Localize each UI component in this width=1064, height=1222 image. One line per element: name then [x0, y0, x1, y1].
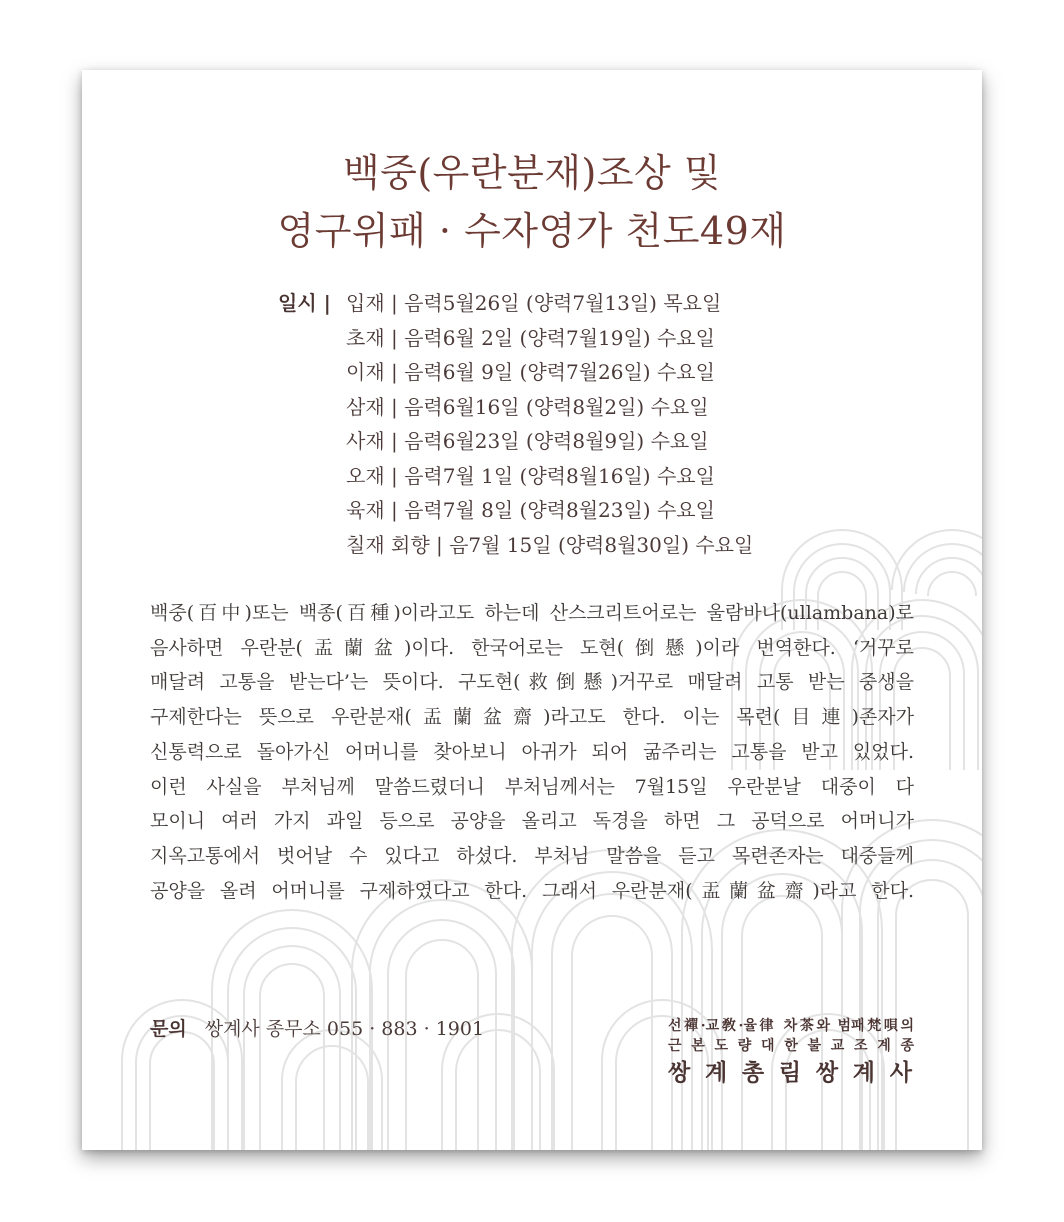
- title-line-2: 영구위패 · 수자영가 천도49재: [277, 209, 787, 253]
- paragraph-line: 공양을 올려 어머니를 구제하였다고 한다. 그래서 우란분재(盂蘭盆齋)라고 한다.: [150, 879, 914, 902]
- schedule-row: 칠재 회향 | 음7월 15일 (양력8월30일) 수요일: [346, 532, 754, 557]
- contact-value: 쌍계사 종무소 055 · 883 · 1901: [204, 1018, 485, 1040]
- schedule-row: 초재 | 음력6월 2일 (양력7월19일) 수요일: [346, 325, 715, 350]
- paragraph-line: 신통력으로 돌아가신 어머니를 찾아보니 아귀가 되어 굶주리는 고통을 받고 있었다.: [150, 740, 914, 763]
- schedule-row: 오재 | 음력7월 1일 (양력8월16일) 수요일: [346, 463, 715, 488]
- page-title: [82, 144, 982, 260]
- org-name: 쌍 계 총 림 쌍 계 사: [668, 1059, 914, 1086]
- paragraph-line: 이런 사실을 부처님께 말씀드렸더니 부처님께서는 7월15일 우란분날 대중이 다: [150, 775, 914, 798]
- schedule-row: 입재 | 음력5월26일 (양력7월13일) 목요일: [346, 291, 722, 315]
- schedule-row: 사재 | 음력6월23일 (양력8월9일) 수요일: [346, 429, 709, 453]
- org-order: 근 본 도 량 대 한 불 교 조 계 종: [668, 1038, 914, 1054]
- poster: [82, 70, 982, 1150]
- schedule-label: 일시 |: [278, 291, 331, 315]
- paragraph-line: 음사하면 우란분(盂蘭盆)이다. 한국어로는 도현(倒懸)이라 번역한다. ‘거꾸로: [150, 636, 914, 659]
- schedule-row: 이재 | 음력6월 9일 (양력7월26일) 수요일: [346, 360, 715, 384]
- contact-label: 문의: [150, 1018, 187, 1040]
- description-paragraph: [150, 596, 914, 908]
- paragraph-line: 매달려 고통을 받는다’는 뜻이다. 구도현(救倒懸)거꾸로 매달려 고통 받는 중생을: [150, 671, 914, 694]
- paragraph-line: 지옥고통에서 벗어날 수 있다고 하셨다. 부처님 말씀을 듣고 목련존자는 대중들께: [150, 844, 914, 867]
- paragraph-line: 구제한다는 뜻으로 우란분재(盂蘭盆齋)라고도 한다. 이는 목련(目連)존자가: [150, 706, 914, 729]
- org-tagline: 선禪·교敎·율律 차茶와 범패梵唄의: [668, 1018, 914, 1034]
- paragraph-line: 백중(百中)또는 백종(百種)이라고도 하는데 산스크리트어로는 울람바나(ullambana)로: [150, 602, 914, 624]
- schedule-row: 육재 | 음력7월 8일 (양력8월23일) 수요일: [346, 498, 715, 522]
- organization-signature: [668, 1016, 914, 1090]
- schedule-list: [346, 321, 753, 563]
- contact-info: [150, 1014, 484, 1041]
- schedule-row: 삼재 | 음력6월16일 (양력8월2일) 수요일: [346, 394, 709, 419]
- title-line-1: 백중(우란분재)조상 및: [342, 151, 722, 195]
- paragraph-line: 모이니 여러 가지 과일 등으로 공양을 올리고 독경을 하면 그 공덕으로 어머니가: [150, 810, 914, 833]
